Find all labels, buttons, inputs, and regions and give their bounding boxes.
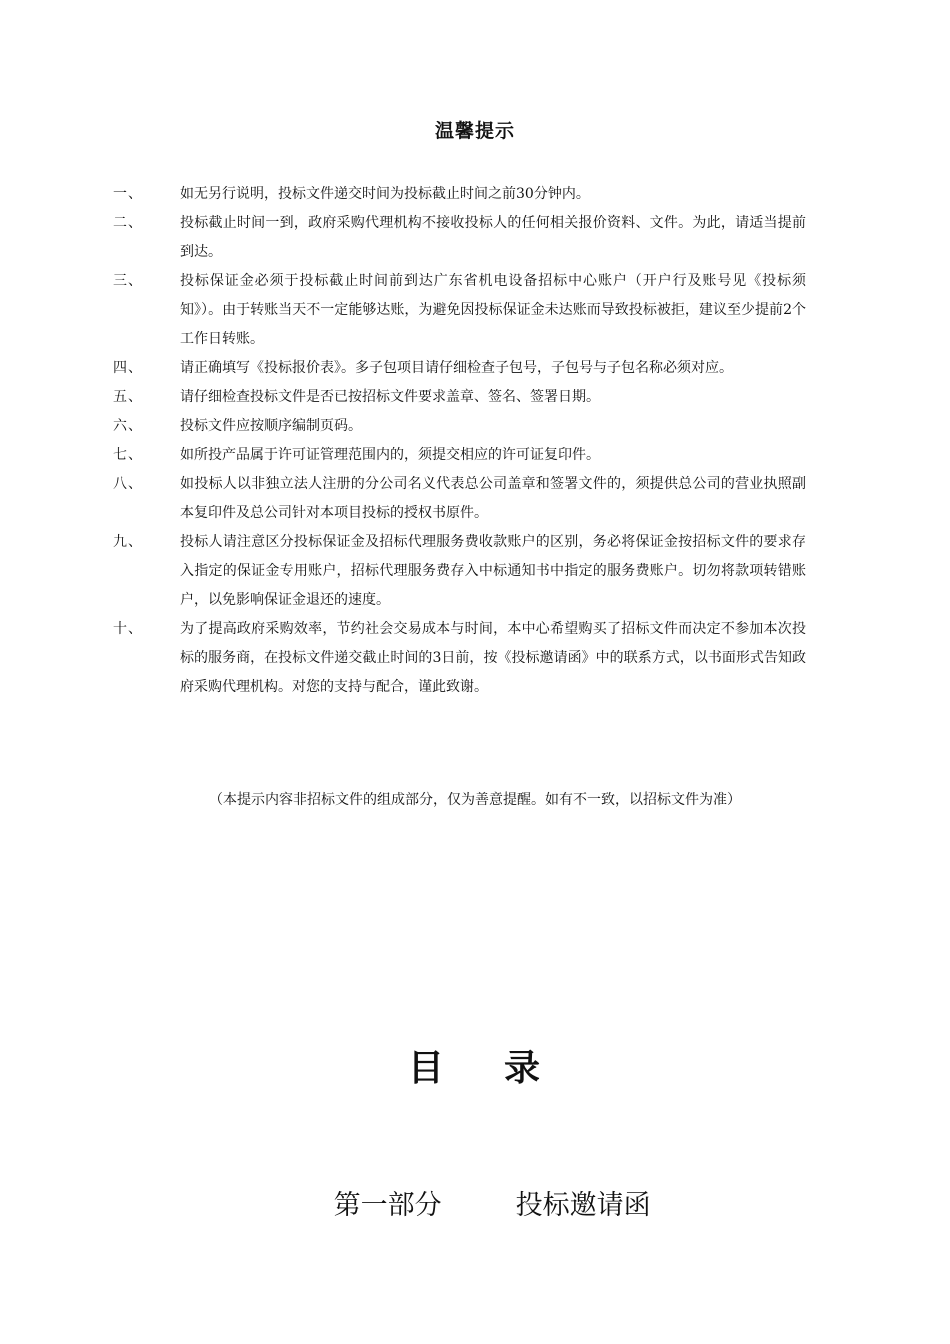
tips-list: [113, 180, 813, 702]
toc-entry[interactable]: [0, 1152, 950, 1253]
tips-title: 温馨提示: [434, 120, 515, 142]
tip-text: 投标截止时间一到，政府采购代理机构不接收投标人的任何相关报价资料、文件。为此，请适当提前到达。: [180, 215, 806, 260]
tip-number: 二、: [113, 215, 143, 231]
tip-item: [113, 528, 813, 615]
tip-text: 如所投产品属于许可证管理范围内的，须提交相应的许可证复印件。: [180, 447, 600, 463]
tip-text: 投标文件应按顺序编制页码。: [180, 418, 362, 434]
tip-text: 为了提高政府采购效率，节约社会交易成本与时间，本中心希望购买了招标文件而决定不参加本次投标的服务商，在投标文件递交截止时间的3日前，按《投标邀请函》中的联系方式，以书面形式告知政府采购代理机构。对您的支持与配合，谨此致谢。: [180, 621, 806, 695]
tip-number: 八、: [113, 476, 143, 492]
tip-number: 九、: [113, 534, 143, 550]
tip-number: 七、: [113, 447, 143, 463]
tip-item: [113, 441, 813, 470]
tip-text: 投标保证金必须于投标截止时间前到达广东省机电设备招标中心账户（开户行及账号见《投标须知》）。由于转账当天不一定能够达账，为避免因投标保证金未达账而导致投标被拒，建议至少提前2个工作日转账。: [180, 273, 806, 347]
toc-part-name: 投标邀请函: [515, 1190, 651, 1221]
tip-item: [113, 412, 813, 441]
tip-number: 六、: [113, 418, 143, 434]
tip-item: [113, 267, 813, 354]
tip-text: 投标人请注意区分投标保证金及招标代理服务费收款账户的区别，务必将保证金按招标文件的要求存入指定的保证金专用账户，招标代理服务费存入中标通知书中指定的服务费账户。切勿将款项转错账户，以免影响保证金退还的速度。: [180, 534, 806, 608]
tip-number: 四、: [113, 360, 143, 376]
toc-part-label: 第一部分: [333, 1190, 442, 1221]
tip-text: 请仔细检查投标文件是否已按招标文件要求盖章、签名、签署日期。: [180, 389, 600, 405]
tip-number: 一、: [113, 186, 143, 202]
disclaimer-note: （本提示内容非招标文件的组成部分，仅为善意提醒。如有不一致，以招标文件为准）: [209, 792, 741, 808]
tip-item: [113, 354, 813, 383]
tip-text: 如无另行说明，投标文件递交时间为投标截止时间之前30分钟内。: [180, 186, 590, 202]
tip-text: 请正确填写《投标报价表》。多子包项目请仔细检查子包号，子包号与子包名称必须对应。: [180, 360, 733, 376]
tip-item: [113, 209, 813, 267]
tip-number: 五、: [113, 389, 143, 405]
tip-text: 如投标人以非独立法人注册的分公司名义代表总公司盖章和签署文件的，须提供总公司的营业执照副本复印件及总公司针对本项目投标的授权书原件。: [180, 476, 806, 521]
tip-item: [113, 383, 813, 412]
toc-title: 目 录: [407, 1048, 543, 1089]
tip-item: [113, 470, 813, 528]
tip-number: 十、: [113, 621, 143, 637]
tip-item: [113, 180, 813, 209]
tip-number: 三、: [113, 273, 143, 289]
tip-item: [113, 615, 813, 702]
